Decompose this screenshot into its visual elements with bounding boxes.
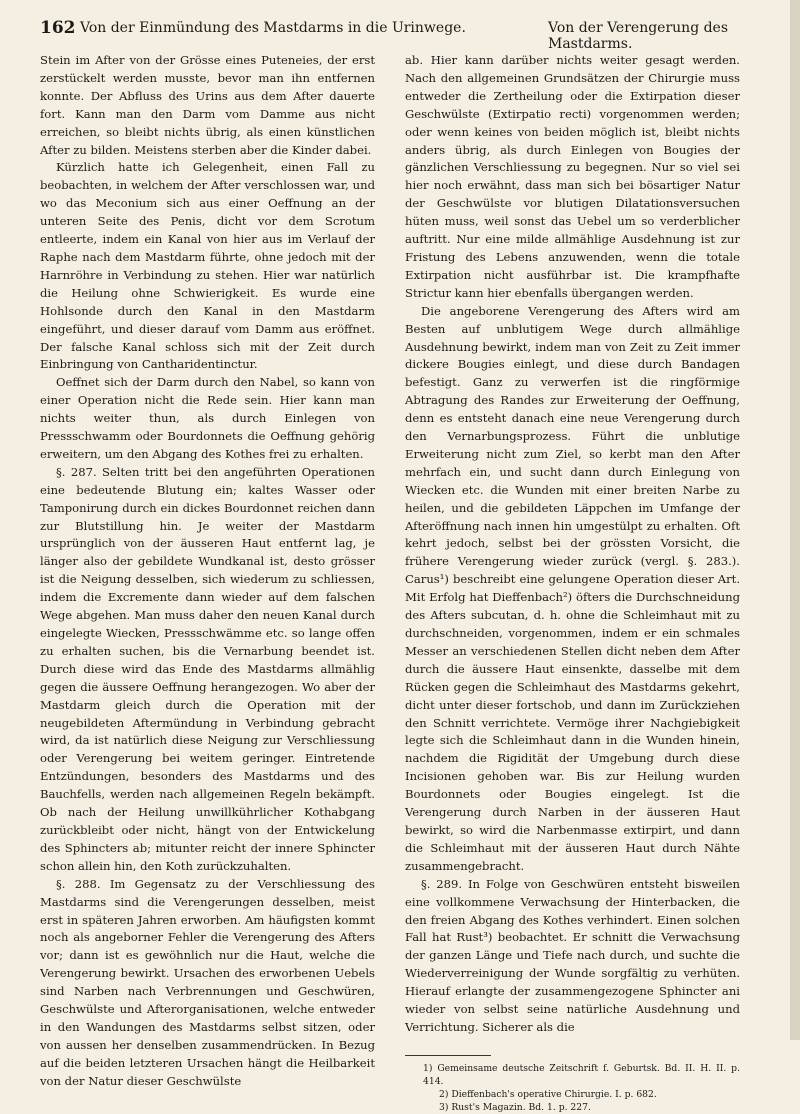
right-column [405, 52, 740, 1114]
footnote-3: 3) Rust's Magazin. Bd. 1. p. 227. [439, 1101, 591, 1113]
page-edge [790, 0, 800, 1040]
page-number: 162 [40, 18, 76, 38]
paragraph: Stein im After von der Grösse eines Puteneies, der erst zerstückelt werden musste, bevor man ihn entfernen konnte. Der Abfluss des Urins aus dem After dauerte fort. Kann man den Darm vom Damme aus nicht erreichen, so bleibt nichts übrig, als einen künstlichen After zu bilden. Meistens sterben aber die Kinder dabei. [40, 53, 375, 157]
left-column [40, 52, 375, 1091]
paragraph: Oeffnet sich der Darm durch den Nabel, so kann von einer Operation nicht die Rede sein. Hier kann man nichts weiter thun, als durch Einlegen von Pressschwamm oder Bourdonnets die Oeffnung gehörig erweitern, um den Abgang des Kothes frei zu erhalten. [40, 375, 375, 461]
footnote-divider [405, 1055, 491, 1056]
paragraph: Die angeborene Verengerung des Afters wird am Besten auf unblutigem Wege durch allmählige Ausdehnung bewirkt, indem man von Zeit zu Zeit immer dickere Bougies einlegt, und diese durch Bandagen befestigt. Ganz zu verwerfen ist die ringförmige Abtragung des Randes zur Erweiterung der Oeffnung, denn es entsteht danach eine neue Verengerung durch den Vernarbungsprozess. Führt die unblutige Erweiterung nicht zum Ziel, so kerbt man den After mehrfach ein, und sucht dann durch Einlegung von Wiecken etc. die Wunden mit einer breiten Narbe zu heilen, und die gebildeten Läppchen im Umfange der Afteröffnung nach innen hin umgestülpt zu erhalten. Oft kehrt jedoch, selbst bei der grössten Vorsicht, die frühere Verengerung wieder zurück (vergl. §. 283.). Carus¹) beschreibt eine gelungene Operation dieser Art. Mit Erfolg hat Dieffenbach²) öfters die Durchschneidung des Afters subcutan, d. h. ohne die Schleimhaut mit zu durchschneiden, vorgenommen, indem er ein schmales Messer an verschiedenen Stellen dicht neben dem After durch die äussere Haut einsenkte, dasselbe mit dem Rücken gegen die Schleimhaut des Mastdarms gekehrt, dicht unter dieser fortschob, und dann im Zurückziehen den Schnitt verrichtete. Vermöge ihrer Nachgiebigkeit legte sich die Schleimhaut dann in die Wunden hinein, nachdem die Rigidität der Umgebung durch diese Incisionen gehoben war. Bis zur Heilung wurden Bourdonnets oder Bougies eingelegt. Ist die Verengerung durch Narben in der äusseren Haut bewirkt, so wird die Narbenmasse extirpirt, und dann die Schleimhaut mit der äusseren Haut durch Nähte zusammengebracht. [405, 303, 740, 873]
footnote-1: 1) Gemeinsame deutsche Zeitschrift f. Geburtsk. Bd. II. H. II. p. 414. [423, 1062, 740, 1087]
right-running-title: Von der Verengerung des Mastdarms. [548, 20, 729, 52]
paragraph-section-289: §. 289. In Folge von Geschwüren entsteht bisweilen eine vollkommene Verwachsung der Hinterbacken, die den freien Abgang des Kothes verhindert. Einen solchen Fall hat Rust³) beobachtet. Er schnitt die Verwachsung der ganzen Länge und Tiefe nach durch, und suchte die Wiederverreinigung der Wunde sorgfältig zu verhüten. Hierauf erlangte der zusammengezogene Sphincter ani wieder von selbst seine natürliche Ausdehnung und Verrichtung. Sicherer als die [405, 876, 740, 1034]
left-running-title: Von der Einmündung des Mastdarms in die Urinwege. [80, 20, 466, 36]
paragraph: Kürzlich hatte ich Gelegenheit, einen Fall zu beobachten, in welchem der After verschlossen war, und wo das Meconium sich aus einer Oeffnung an der unteren Seite des Penis, dicht vor dem Scrotum entleerte, indem ein Kanal von hier aus im Verlauf der Raphe nach dem Mastdarm führte, ohne jedoch mit der Harnröhre in Verbindung zu stehen. Hier war natürlich die Heilung ohne Schwierigkeit. Es wurde eine Hohlsonde durch den Kanal in den Mastdarm eingeführt, und dieser darauf vom Damm aus eröffnet. Der falsche Kanal schloss sich mit der Zeit durch Einbringung von Cantharidentinctur. [40, 160, 375, 372]
running-header [40, 18, 780, 52]
footnote-2: 2) Dieffenbach's operative Chirurgie. I. p. 682. [439, 1088, 657, 1100]
paragraph-section-288: §. 288. Im Gegensatz zu der Verschliessung des Mastdarms sind die Verengerungen desselben, meist erst in späteren Jahren erworben. Am häufigsten kommt noch als angeborner Fehler die Verengerung des Afters vor; dann ist es gewöhnlich nur die Haut, welche die Verengerung bewirkt. Ursachen des erworbenen Uebels sind Narben nach Verbrennungen und Geschwüren, Geschwülste und Afterorganisationen, welche entweder in den Wandungen des Mastdarms selbst sitzen, oder von aussen her denselben zusammendrücken. In Bezug auf die beiden letzteren Ursachen hängt die Heilbarkeit von der Natur dieser Geschwülste [40, 876, 375, 1088]
paragraph-section-287: §. 287. Selten tritt bei den angeführten Operationen eine bedeutende Blutung ein; kaltes Wasser oder Tamponirung durch ein dickes Bourdonnet reichen dann zur Blutstillung hin. Je weiter der Mastdarm ursprünglich von der äusseren Haut entfernt lag, je länger also der gebildete Wundkanal ist, desto grösser ist die Neigung desselben, sich wiederum zu schliessen, indem die Excremente dann wieder auf dem falschen Wege abgehen. Man muss daher den neuen Kanal durch eingelegte Wiecken, Pressschwämme etc. so lange offen zu erhalten suchen, bis die Vernarbung beendet ist. Durch diese wird das Ende des Mastdarms allmählig gegen die äussere Oeffnung herangezogen. Wo aber der Mastdarm gleich durch die Operation mit der neugebildeten Aftermündung in Verbindung gebracht wird, da ist natürlich diese Neigung zur Verschliessung oder Verengerung bei weitem geringer. Eintretende Entzündungen, besonders des Mastdarms und des Bauchfells, werden nach allgemeinen Regeln bekämpft. Ob nach der Heilung unwillkührlicher Kothabgang zurückbleibt oder nicht, hängt von der Entwickelung des Sphincters ab; mitunter reicht der innere Sphincter schon allein hin, den Koth zurückzuhalten. [40, 464, 375, 873]
paragraph: ab. Hier kann darüber nichts weiter gesagt werden. Nach den allgemeinen Grundsätzen der Chirurgie muss entweder die Zertheilung oder die Extirpation dieser Geschwülste (Extirpatio recti) vorgenommen werden; oder wenn keines von beiden möglich ist, bleibt nichts anders übrig, als durch Einlegen von Bougies der gänzlichen Verschliessung zu begegnen. Nur so viel sei hier noch erwähnt, dass man sich bei bösartiger Natur der Geschwülste vor blutigen Dilatationsversuchen hüten muss, weil sonst das Uebel um so verderblicher auftritt. Nur eine milde allmählige Ausdehnung ist zur Fristung des Lebens anzuwenden, wenn die totale Extirpation nicht ausführbar ist. Die krampfhafte Strictur kann hier ebenfalls übergangen werden. [405, 53, 740, 300]
